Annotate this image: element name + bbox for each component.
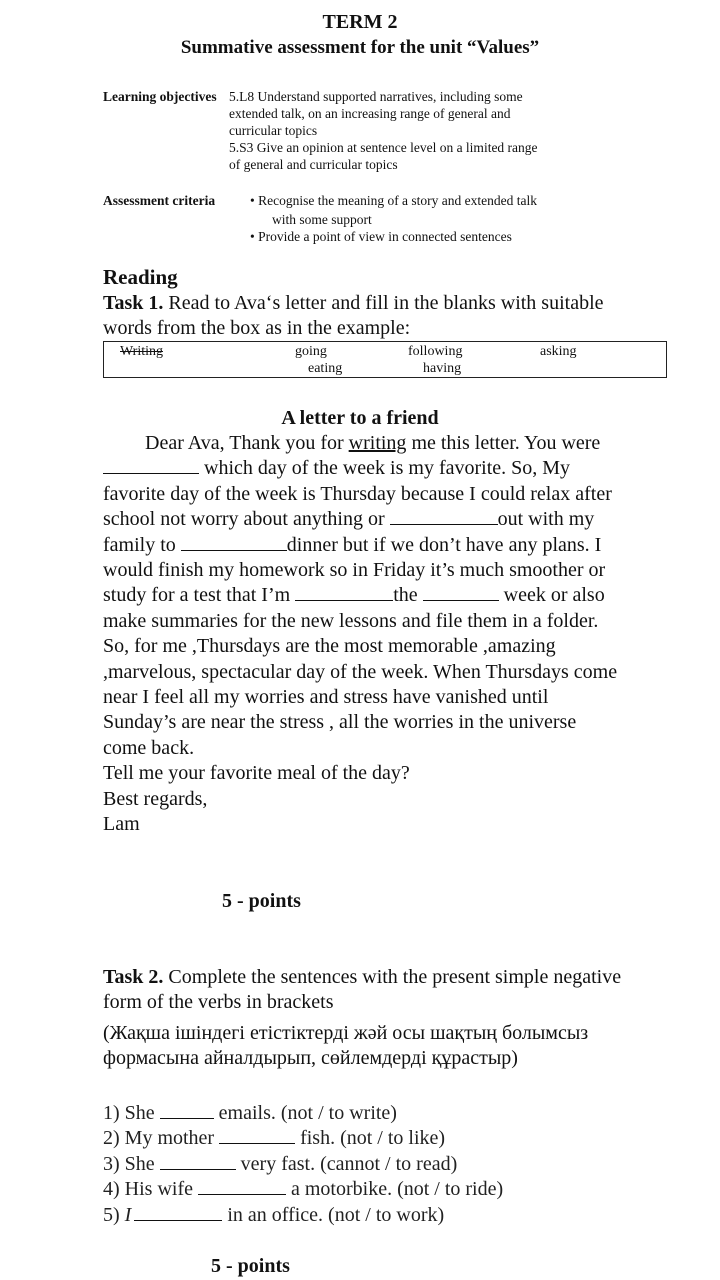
- letter-line: So, for me ,Thursdays are the most memorable ,amazing: [103, 635, 556, 658]
- word-box: [103, 341, 667, 378]
- example-word: writing: [348, 432, 407, 454]
- blank-field[interactable]: [160, 1154, 236, 1170]
- list-item: 1) She emails. (not / to write): [103, 1102, 397, 1124]
- letter-line: would finish my homework so in Friday it’s much smoother or: [103, 559, 606, 582]
- criteria-line: with some support: [272, 212, 372, 227]
- letter-line: Sunday’s are near the stress , all the worries in the universe: [103, 711, 577, 734]
- list-item: 2) My mother fish. (not / to like): [103, 1127, 446, 1150]
- objective-line: of general and curricular topics: [229, 157, 398, 172]
- list-item: 3) She very fast. (cannot / to read): [103, 1152, 458, 1175]
- letter-title: A letter to a friend: [281, 407, 439, 429]
- blank-field[interactable]: [390, 509, 498, 525]
- page-subtitle: Summative assessment for the unit “Values”: [180, 37, 540, 58]
- task1-text: Read to Ava‘s letter and fill in the blanks with suitable: [163, 292, 604, 314]
- task2-text: Complete the sentences with the present simple negative: [163, 966, 622, 988]
- word-box-item: following: [408, 344, 463, 359]
- letter-line: ,marvelous, spectacular day of the week. When Thursdays come: [103, 660, 618, 683]
- term-title: TERM 2: [322, 11, 398, 33]
- objective-line: 5.L8 Understand supported narratives, including some: [229, 89, 523, 104]
- letter-line: Best regards,: [103, 787, 208, 810]
- objective-line: 5.S3 Give an opinion at sentence level on a limited range: [229, 140, 538, 155]
- task1-instruction-cont: words from the box as in the example:: [103, 317, 411, 339]
- blank-field[interactable]: [134, 1205, 222, 1221]
- task1-points: 5 - points: [222, 890, 301, 912]
- blank-field[interactable]: [160, 1103, 214, 1119]
- letter-line: Tell me your favorite meal of the day?: [103, 762, 410, 785]
- criteria-line: • Recognise the meaning of a story and extended talk: [250, 193, 538, 208]
- letter-line: study for a test that I’m the week or also: [103, 584, 605, 607]
- blank-field[interactable]: [295, 585, 393, 601]
- letter-line: favorite day of the week is Thursday because I could relax after: [103, 482, 612, 505]
- list-item: 4) His wife a motorbike. (not / to ride): [103, 1178, 504, 1201]
- letter-line: which day of the week is my favorite. So, My: [103, 456, 668, 481]
- word-box-item: having: [423, 361, 462, 376]
- letter-line: family to dinner but if we don’t have any plans. I: [103, 533, 602, 556]
- objective-line: extended talk, on an increasing range of general and: [229, 106, 511, 121]
- letter-line: school not worry about anything or out with my: [103, 508, 595, 531]
- criteria-line: • Provide a point of view in connected sentences: [250, 229, 512, 244]
- letter-line: Dear Ava, Thank you for writing me this letter. You were: [145, 432, 601, 454]
- list-item: 5) I in an office. (not / to work): [103, 1203, 445, 1226]
- blank-field[interactable]: [423, 585, 499, 601]
- letter-signature: Lam: [103, 813, 140, 836]
- letter-line: near I feel all my worries and stress have vanished until: [103, 686, 549, 709]
- blank-field[interactable]: [198, 1179, 286, 1195]
- blank-field[interactable]: [103, 458, 199, 474]
- word-box-item: going: [295, 344, 327, 359]
- task2-label: Task 2.: [103, 966, 164, 988]
- blank-field[interactable]: [219, 1128, 295, 1144]
- task2-instruction: [103, 965, 621, 990]
- blank-field[interactable]: [181, 535, 287, 551]
- word-box-item: Writing: [120, 344, 163, 359]
- word-box-item: asking: [540, 344, 577, 359]
- task2-instruction-cont: form of the verbs in brackets: [103, 991, 334, 1013]
- objective-line: curricular topics: [229, 123, 318, 138]
- criteria-label: Assessment criteria: [103, 193, 216, 208]
- letter-line: make summaries for the new lessons and file them in a folder.: [103, 609, 599, 632]
- task1-label: Task 1.: [103, 292, 164, 314]
- task2-list: [103, 1101, 503, 1228]
- task2-points: 5 - points: [211, 1255, 290, 1277]
- letter-body: [103, 431, 668, 838]
- task2-kazakh-instruction-cont: формасына айналдырып, сөйлемдерді құрастыр): [103, 1047, 518, 1069]
- letter-line: come back.: [103, 736, 195, 759]
- task1-instruction: [103, 291, 604, 316]
- objectives-label: Learning objectives: [103, 89, 217, 104]
- word-box-item: eating: [308, 361, 343, 376]
- reading-heading: Reading: [103, 265, 178, 289]
- task2-kazakh-instruction: (Жақша ішіндегі етістіктерді жәй осы шақтың болымсыз: [103, 1022, 589, 1044]
